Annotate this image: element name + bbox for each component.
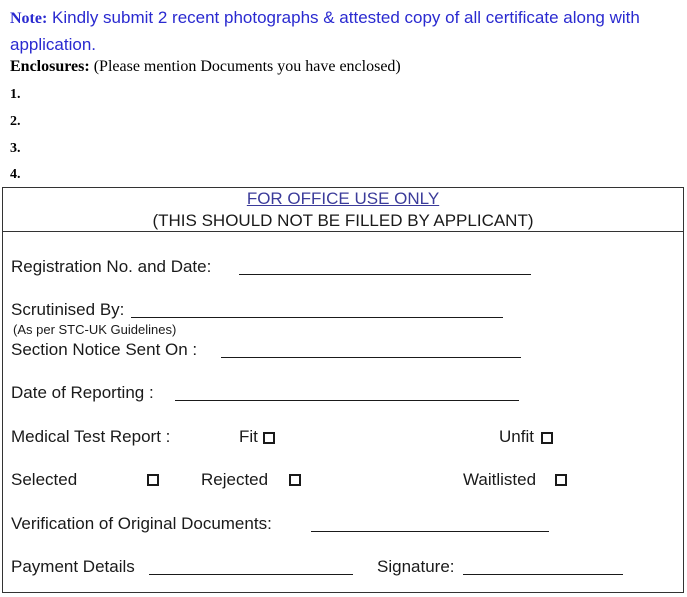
verification-label: Verification of Original Documents: (11, 514, 272, 533)
waitlisted-checkbox[interactable] (555, 474, 567, 486)
scrutinised-note: (As per STC-UK Guidelines) (13, 322, 177, 337)
registration-field[interactable] (239, 274, 531, 275)
enclosure-item-2: 2. (10, 114, 21, 129)
enclosure-item-3: 3. (10, 141, 21, 156)
waitlisted-label: Waitlisted (463, 470, 537, 489)
verification-field[interactable] (311, 531, 549, 532)
note-label: Note: (10, 10, 48, 27)
enclosure-item-4: 4. (10, 167, 21, 182)
selected-checkbox[interactable] (147, 474, 159, 486)
rejected-checkbox[interactable] (289, 474, 301, 486)
reporting-field[interactable] (175, 400, 519, 401)
rejected-label: Rejected (201, 470, 269, 489)
medical-label: Medical Test Report : (11, 427, 171, 446)
office-use-box (2, 187, 684, 593)
enclosures-label: Enclosures: (10, 58, 90, 75)
registration-label: Registration No. and Date: (11, 257, 212, 276)
selected-label: Selected (11, 470, 78, 489)
unfit-label: Unfit (499, 427, 534, 446)
unfit-checkbox[interactable] (541, 432, 553, 444)
payment-field[interactable] (149, 574, 353, 575)
enclosure-item-1: 1. (10, 87, 21, 102)
signature-label: Signature: (377, 557, 455, 576)
note-paragraph (10, 5, 680, 58)
signature-field[interactable] (463, 574, 623, 575)
office-subtitle: (THIS SHOULD NOT BE FILLED BY APPLICANT) (152, 211, 534, 230)
header-divider (3, 231, 683, 232)
fit-label: Fit (239, 427, 258, 446)
fit-checkbox[interactable] (263, 432, 275, 444)
scrutinised-field[interactable] (131, 317, 503, 318)
office-title: FOR OFFICE USE ONLY (246, 189, 440, 208)
section-notice-field[interactable] (221, 357, 521, 358)
section-notice-label: Section Notice Sent On : (11, 340, 198, 359)
payment-label: Payment Details (11, 557, 135, 576)
note-text: Kindly submit 2 recent photographs & attested copy of all certificate along with application. (10, 8, 640, 54)
enclosures-instruction: (Please mention Documents you have enclosed) (89, 58, 401, 75)
reporting-label: Date of Reporting : (11, 383, 154, 402)
enclosures-heading (10, 58, 401, 76)
scrutinised-label: Scrutinised By: (11, 300, 125, 319)
